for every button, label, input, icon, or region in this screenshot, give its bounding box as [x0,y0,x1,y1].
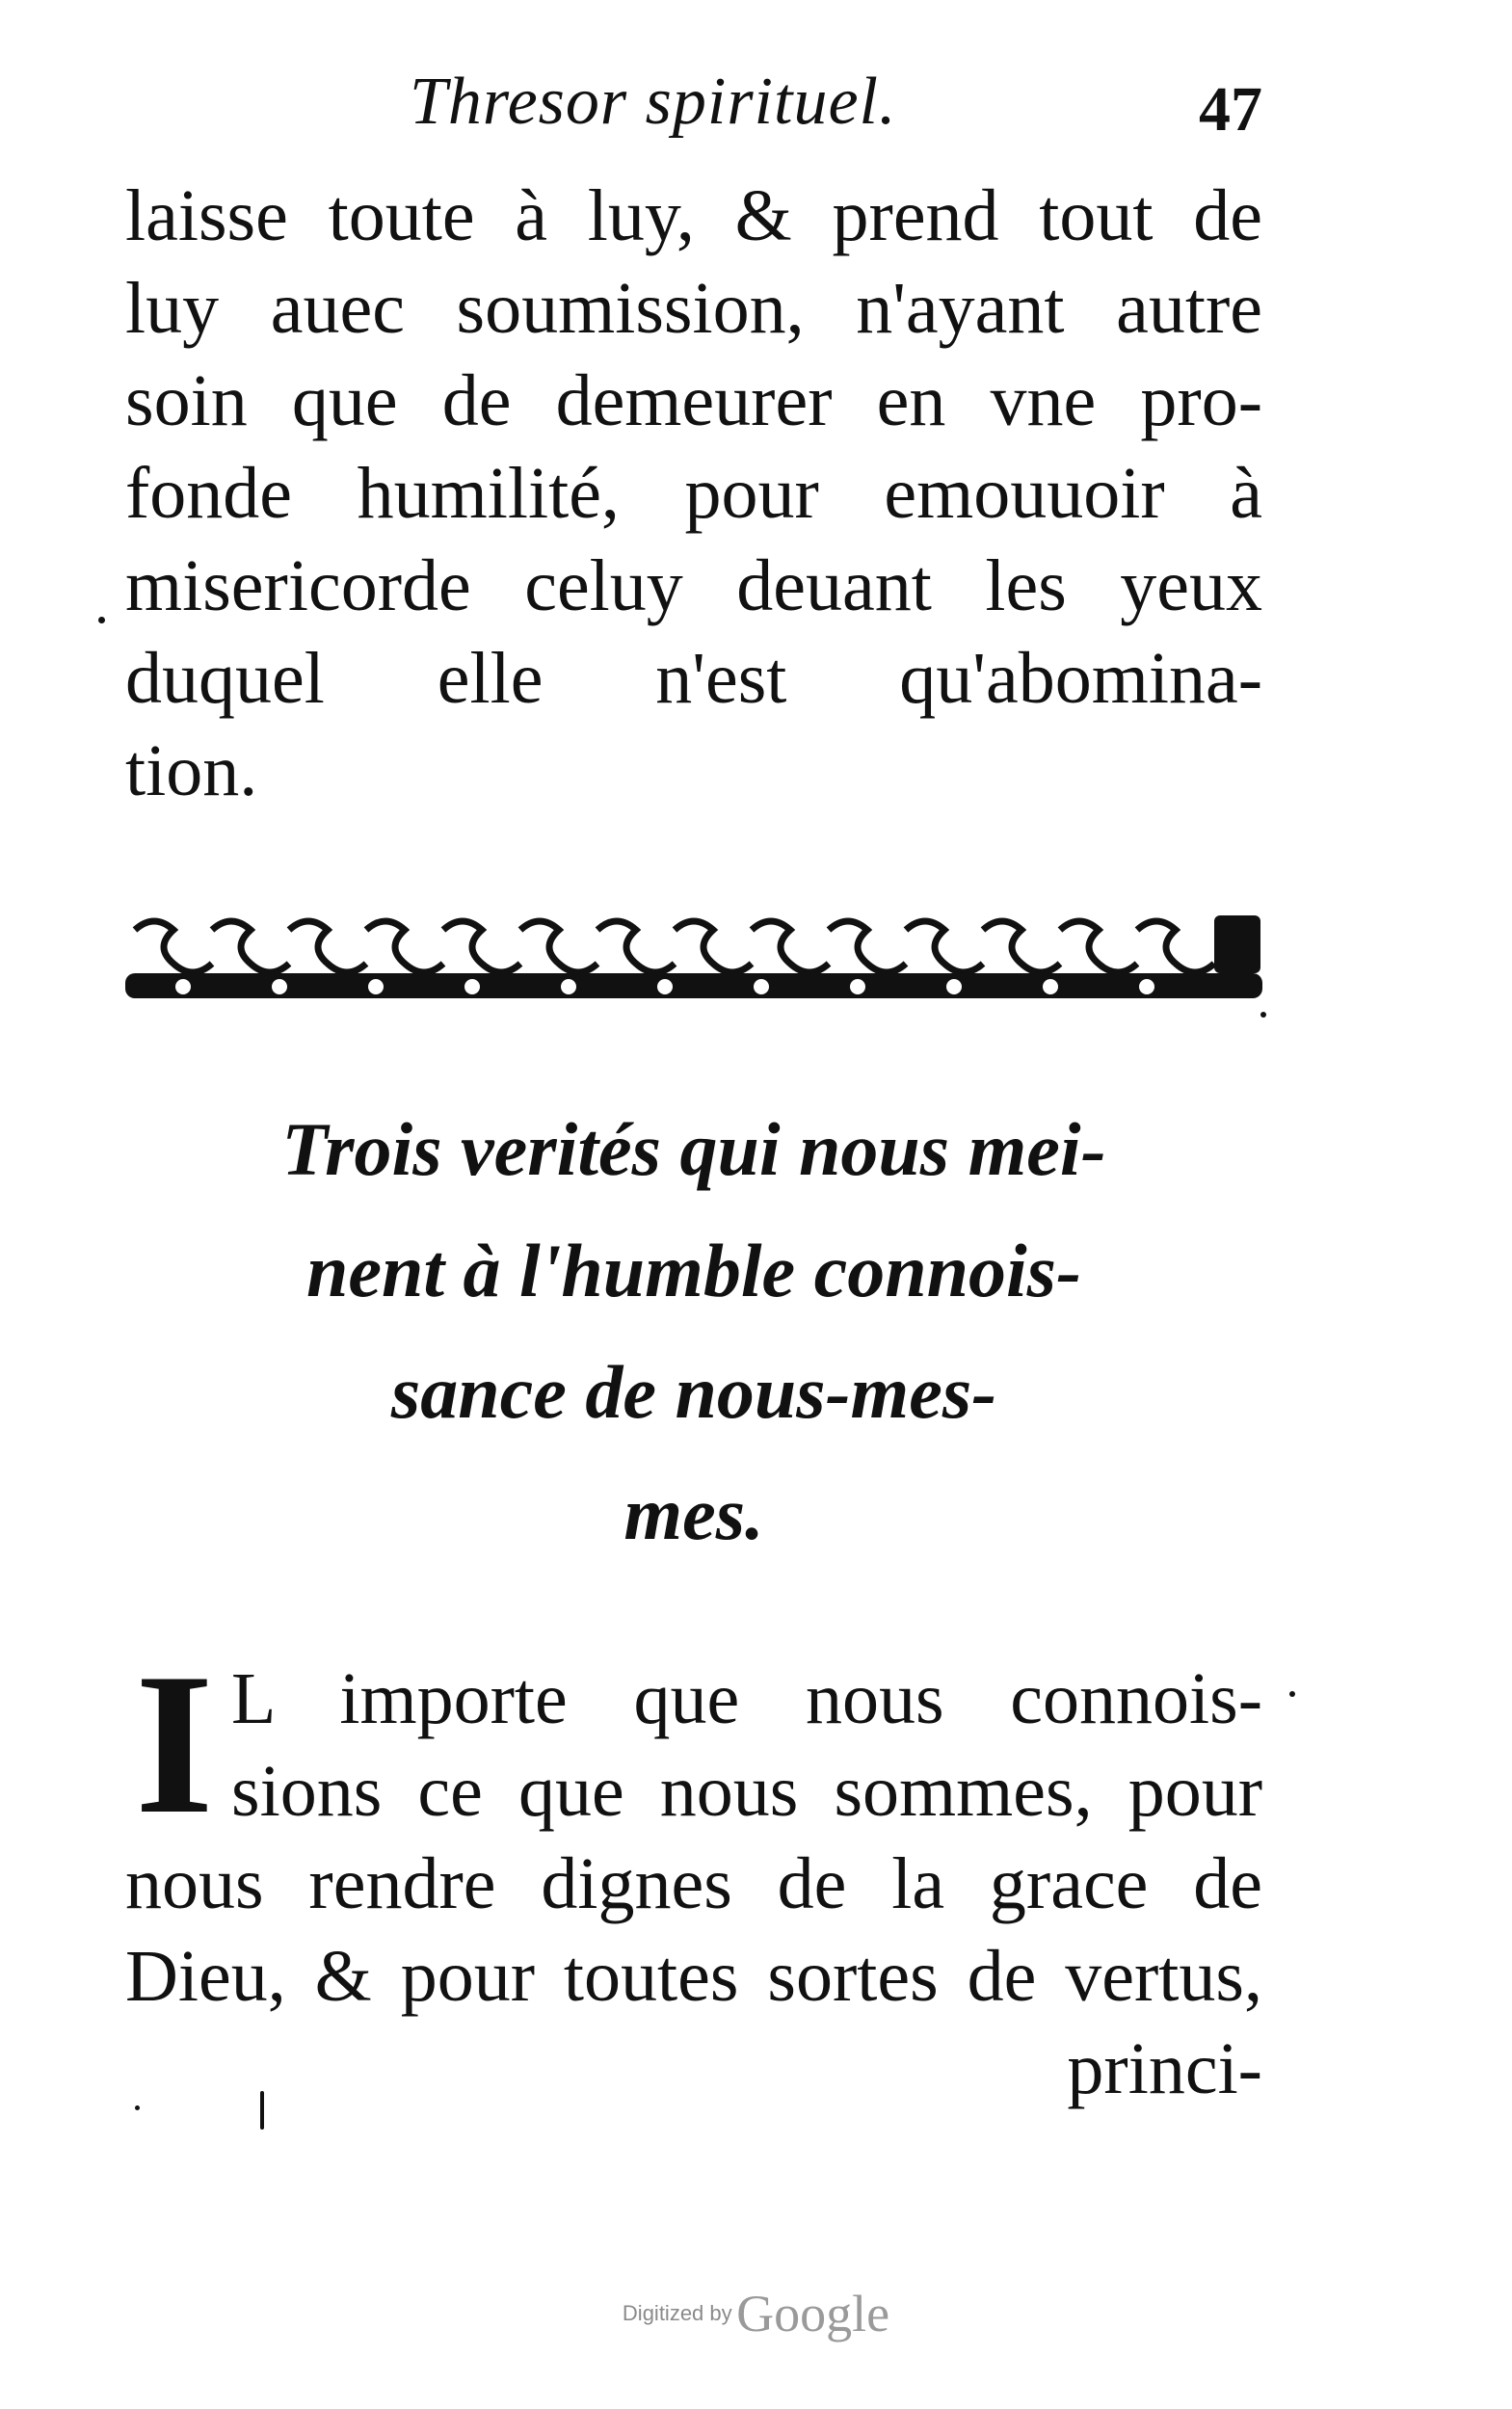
heading-line: nent à l'humble connois- [306,1229,1081,1312]
printers-ornament-band [125,906,1262,1012]
ink-speck [98,617,105,623]
text-line: sions ce que nous sommes, pour [231,1751,1262,1832]
text-line: fonde humilité, pour emouuoir à [125,453,1262,534]
drop-cap: I [135,1632,214,1856]
google-logo: Google [736,2285,890,2343]
text-line: laisse toute à luy, & prend tout de [125,175,1262,256]
text-line: L importe que nous connois- [231,1658,1262,1739]
ink-speck [1260,1012,1266,1018]
ink-speck [260,2091,264,2130]
paragraph-new [125,1632,1262,2115]
page-number: 47 [1199,74,1262,145]
text-line: misericorde celuy deuant les yeux [125,545,1262,626]
heading-line: sance de nous-mes- [390,1350,997,1434]
running-head [125,64,1262,160]
text-line: soin que de demeurer en vne pro- [125,360,1262,441]
section-heading [125,1089,1262,1575]
ink-speck [135,2105,140,2110]
heading-line: mes. [623,1471,764,1555]
watermark-prefix: Digitized by [622,2301,732,2325]
running-title: Thresor spirituel. [410,65,897,139]
paragraph-continued [125,170,1262,817]
digitization-watermark [0,2284,1512,2343]
ink-speck [1289,1691,1295,1697]
text-line: tion. [125,730,258,811]
heading-line: Trois verités qui nous mei- [281,1107,1106,1191]
text-line: nous rendre dignes de la grace de [125,1843,1262,1924]
text-line: luy auec soumission, n'ayant autre [125,268,1262,349]
catchword: princi- [1067,2028,1262,2109]
text-line: duquel elle n'est qu'abomina- [125,638,1262,719]
text-line: Dieu, & pour toutes sortes de vertus, [125,1936,1262,2017]
